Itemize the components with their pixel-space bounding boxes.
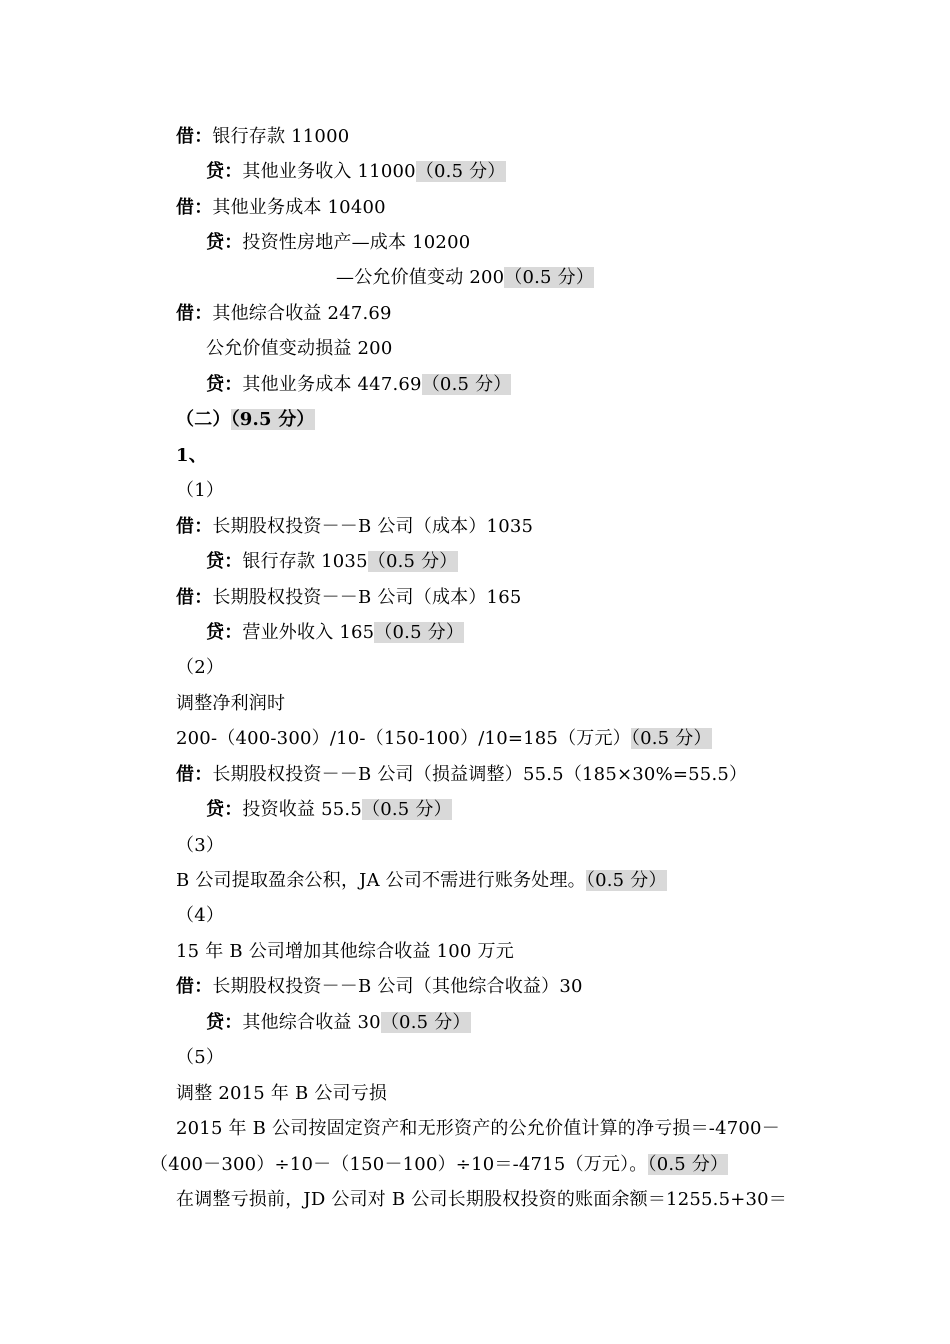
paragraph-1 <box>176 692 285 716</box>
debit-mark: 借 <box>176 303 195 324</box>
score-badge: （0.5 分） <box>421 374 512 395</box>
subitem-label-2 <box>176 656 224 680</box>
score-badge: （0.5 分） <box>504 267 595 288</box>
entry-line-13 <box>176 763 747 787</box>
colon: ： <box>194 976 213 997</box>
entry-line-4 <box>206 231 470 255</box>
colon: ： <box>224 551 243 572</box>
colon: ： <box>194 764 213 785</box>
score-badge: （0.5 分） <box>647 1154 729 1175</box>
credit-mark: 贷 <box>206 1012 225 1033</box>
debit-mark: 借 <box>176 976 195 997</box>
score-badge: （0.5 分） <box>630 728 712 749</box>
debit-mark: 借 <box>176 587 195 608</box>
debit-mark: 借 <box>176 197 195 218</box>
entry-line-8 <box>206 373 511 397</box>
entry-text: 长期股权投资－－B 公司（成本）1035 <box>212 516 534 537</box>
entry-text: 投资收益 55.5 <box>242 799 363 820</box>
paragraph-text: B 公司提取盈余公积，JA 公司不需进行账务处理。 <box>176 870 586 891</box>
credit-mark: 贷 <box>206 551 225 572</box>
score-badge: （0.5 分） <box>362 799 452 820</box>
paragraph-3 <box>176 940 514 964</box>
paragraph-5-line-2 <box>150 1153 728 1177</box>
score-badge: （0.5 分） <box>374 622 465 643</box>
question-number-text: 1、 <box>176 445 207 466</box>
subitem-text: （2） <box>176 657 225 678</box>
paragraph-text: 调整净利润时 <box>176 693 286 714</box>
section-number: （二） <box>176 409 231 430</box>
paragraph-text: （400－300）÷10－（150－100）÷10＝-4715（万元）。 <box>150 1154 648 1175</box>
subitem-label-4 <box>176 904 224 928</box>
subitem-text: （1） <box>176 480 225 501</box>
credit-mark: 贷 <box>206 374 225 395</box>
paragraph-6 <box>176 1188 787 1212</box>
score-badge: （0.5 分） <box>415 161 506 182</box>
colon: ： <box>224 374 243 395</box>
paragraph-4 <box>176 1082 387 1106</box>
score-badge: （0.5 分） <box>367 551 458 572</box>
paragraph-2 <box>176 869 667 893</box>
entry-line-15 <box>176 975 583 999</box>
entry-text: 银行存款 11000 <box>212 126 350 147</box>
colon: ： <box>224 161 243 182</box>
question-number <box>176 444 207 468</box>
entry-line-14 <box>206 798 452 822</box>
colon: ： <box>224 1012 243 1033</box>
entry-line-11 <box>176 586 522 610</box>
entry-text: 公允价值变动损益 200 <box>206 338 393 359</box>
entry-line-12 <box>206 621 464 645</box>
score-badge: （0.5 分） <box>585 870 667 891</box>
formula-line-1 <box>176 727 712 751</box>
entry-text: 长期股权投资－－B 公司（其他综合收益）30 <box>212 976 583 997</box>
entry-text: 其他综合收益 30 <box>242 1012 381 1033</box>
entry-line-5 <box>336 266 594 290</box>
entry-text: 长期股权投资－－B 公司（损益调整）55.5（185×30%=55.5） <box>212 764 748 785</box>
colon: ： <box>194 303 213 324</box>
colon: ： <box>194 516 213 537</box>
subitem-label-1 <box>176 479 224 503</box>
subitem-text: （3） <box>176 835 225 856</box>
subitem-text: （5） <box>176 1047 225 1068</box>
entry-text: 其他业务收入 11000 <box>242 161 416 182</box>
debit-mark: 借 <box>176 126 195 147</box>
paragraph-text: 2015 年 B 公司按固定资产和无形资产的公允价值计算的净亏损＝-4700－ <box>176 1118 780 1139</box>
colon: ： <box>224 799 243 820</box>
subitem-label-3 <box>176 834 224 858</box>
entry-text: 营业外收入 165 <box>242 622 375 643</box>
colon: ： <box>224 232 243 253</box>
debit-mark: 借 <box>176 764 195 785</box>
debit-mark: 借 <box>176 516 195 537</box>
entry-text: —公允价值变动 200 <box>336 267 505 288</box>
subitem-text: （4） <box>176 905 225 926</box>
score-badge: （0.5 分） <box>380 1012 471 1033</box>
entry-text: 其他业务成本 447.69 <box>242 374 422 395</box>
section-score: （9.5 分） <box>230 409 315 430</box>
subitem-label-5 <box>176 1046 224 1070</box>
entry-text: 银行存款 1035 <box>242 551 368 572</box>
entry-text: 投资性房地产—成本 10200 <box>242 232 471 253</box>
entry-line-9 <box>176 515 533 539</box>
paragraph-text: 15 年 B 公司增加其他综合收益 100 万元 <box>176 941 514 962</box>
entry-line-2 <box>206 160 506 184</box>
credit-mark: 贷 <box>206 622 225 643</box>
colon: ： <box>224 622 243 643</box>
paragraph-text: 调整 2015 年 B 公司亏损 <box>176 1083 388 1104</box>
credit-mark: 贷 <box>206 232 225 253</box>
section-heading-2 <box>176 408 315 432</box>
credit-mark: 贷 <box>206 161 225 182</box>
credit-mark: 贷 <box>206 799 225 820</box>
entry-line-7 <box>206 337 392 361</box>
paragraph-5-line-1 <box>176 1117 780 1141</box>
entry-line-1 <box>176 125 349 149</box>
entry-line-6 <box>176 302 392 326</box>
paragraph-text: 在调整亏损前，JD 公司对 B 公司长期股权投资的账面余额＝1255.5+30＝ <box>176 1189 788 1210</box>
formula-text: 200-（400-300）/10-（150-100）/10=185（万元） <box>176 728 631 749</box>
colon: ： <box>194 126 213 147</box>
entry-text: 其他业务成本 10400 <box>212 197 386 218</box>
colon: ： <box>194 197 213 218</box>
colon: ： <box>194 587 213 608</box>
entry-text: 其他综合收益 247.69 <box>212 303 392 324</box>
entry-text: 长期股权投资－－B 公司（成本）165 <box>212 587 522 608</box>
entry-line-16 <box>206 1011 471 1035</box>
entry-line-3 <box>176 196 386 220</box>
entry-line-10 <box>206 550 458 574</box>
